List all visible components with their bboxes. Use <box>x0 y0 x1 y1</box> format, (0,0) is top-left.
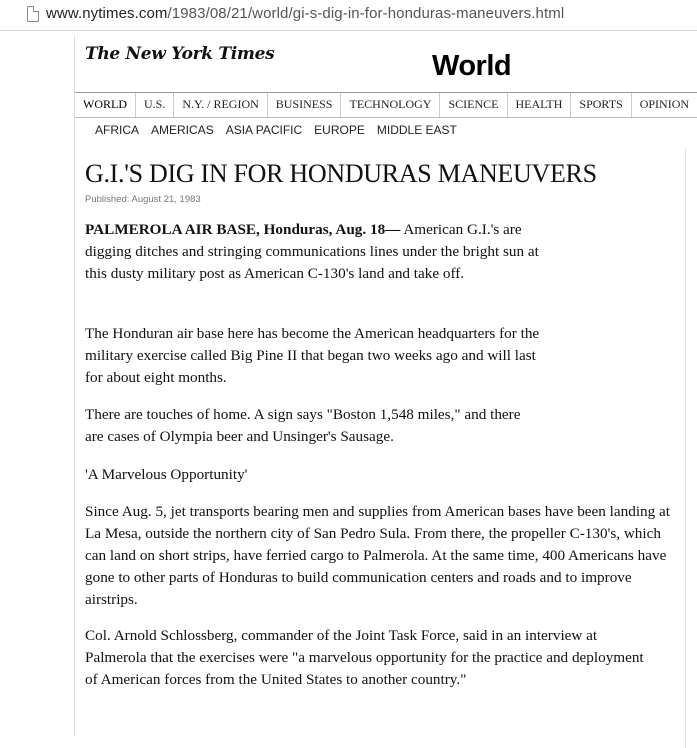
url-path: /1983/08/21/world/gi-s-dig-in-for-honduras-maneuvers.html <box>167 5 565 22</box>
article-paragraph-1 <box>85 219 550 285</box>
article-paragraph-5: Since Aug. 5, jet transports bearing men and supplies from American bases have been landing at La Mesa, outside the northern city of San Pedro Sula. From there, the propeller C-130's, which can land on short strips, have ferried cargo to Palmerola. At the same time, 400 Americans have gone to other parts of Honduras to build communication centers and roads and to improve airstrips. <box>85 503 670 608</box>
page-content <box>74 36 697 736</box>
article-headline: G.I.'S DIG IN FOR HONDURAS MANEUVERS <box>85 159 597 188</box>
page-icon <box>27 6 39 22</box>
subnav-item-americas[interactable]: AMERICAS <box>151 123 214 137</box>
nav-item-science[interactable]: SCIENCE <box>440 93 507 117</box>
article-subheading: 'A Marvelous Opportunity' <box>85 466 248 483</box>
nav-item-us[interactable]: U.S. <box>136 93 174 117</box>
nav-item-business[interactable]: BUSINESS <box>268 93 342 117</box>
nav-item-health[interactable]: HEALTH <box>508 93 572 117</box>
article-paragraph-2: The Honduran air base here has become the American headquarters for the military exercise called Big Pine II that began two weeks ago and will last for about eight months. <box>85 325 540 386</box>
article-paragraph-6: Col. Arnold Schlossberg, commander of the Joint Task Force, said in an interview at Palmerola that the exercises were "a marvelous opportunity for the practice and deployment of American forces from the United States to another country." <box>85 627 644 688</box>
published-date: Published: August 21, 1983 <box>85 194 201 205</box>
section-title[interactable]: World <box>432 50 512 82</box>
subsection-nav <box>95 123 457 137</box>
address-bar[interactable] <box>0 0 697 31</box>
nav-item-sports[interactable]: SPORTS <box>571 93 631 117</box>
dateline: PALMEROLA AIR BASE, Honduras, Aug. 18— <box>85 221 401 238</box>
nav-item-opinion[interactable]: OPINION <box>632 93 697 117</box>
subnav-item-africa[interactable]: AFRICA <box>95 123 140 137</box>
nav-item-technology[interactable]: TECHNOLOGY <box>341 93 440 117</box>
subnav-item-middle-east[interactable]: MIDDLE EAST <box>376 123 457 137</box>
article-paragraph-3: There are touches of home. A sign says "Boston 1,548 miles," and there are cases of Olympia beer and Unsinger's Sausage. <box>85 406 521 445</box>
column-divider <box>685 148 686 748</box>
nav-item-ny-region[interactable]: N.Y. / REGION <box>174 93 267 117</box>
nyt-logo[interactable]: The New York Times <box>85 44 275 64</box>
section-nav <box>75 92 697 118</box>
subnav-item-asia-pacific[interactable]: ASIA PACIFIC <box>225 123 303 137</box>
url-text[interactable] <box>46 5 564 22</box>
subnav-item-europe[interactable]: EUROPE <box>314 123 365 137</box>
paragraph-1-text: American G.I.'s are digging ditches and stringing communications lines under the bright sun at this dusty military post as American C-130's land and take off. <box>85 221 539 282</box>
url-host: www.nytimes.com <box>46 5 168 22</box>
nav-item-world[interactable]: WORLD <box>75 93 136 117</box>
